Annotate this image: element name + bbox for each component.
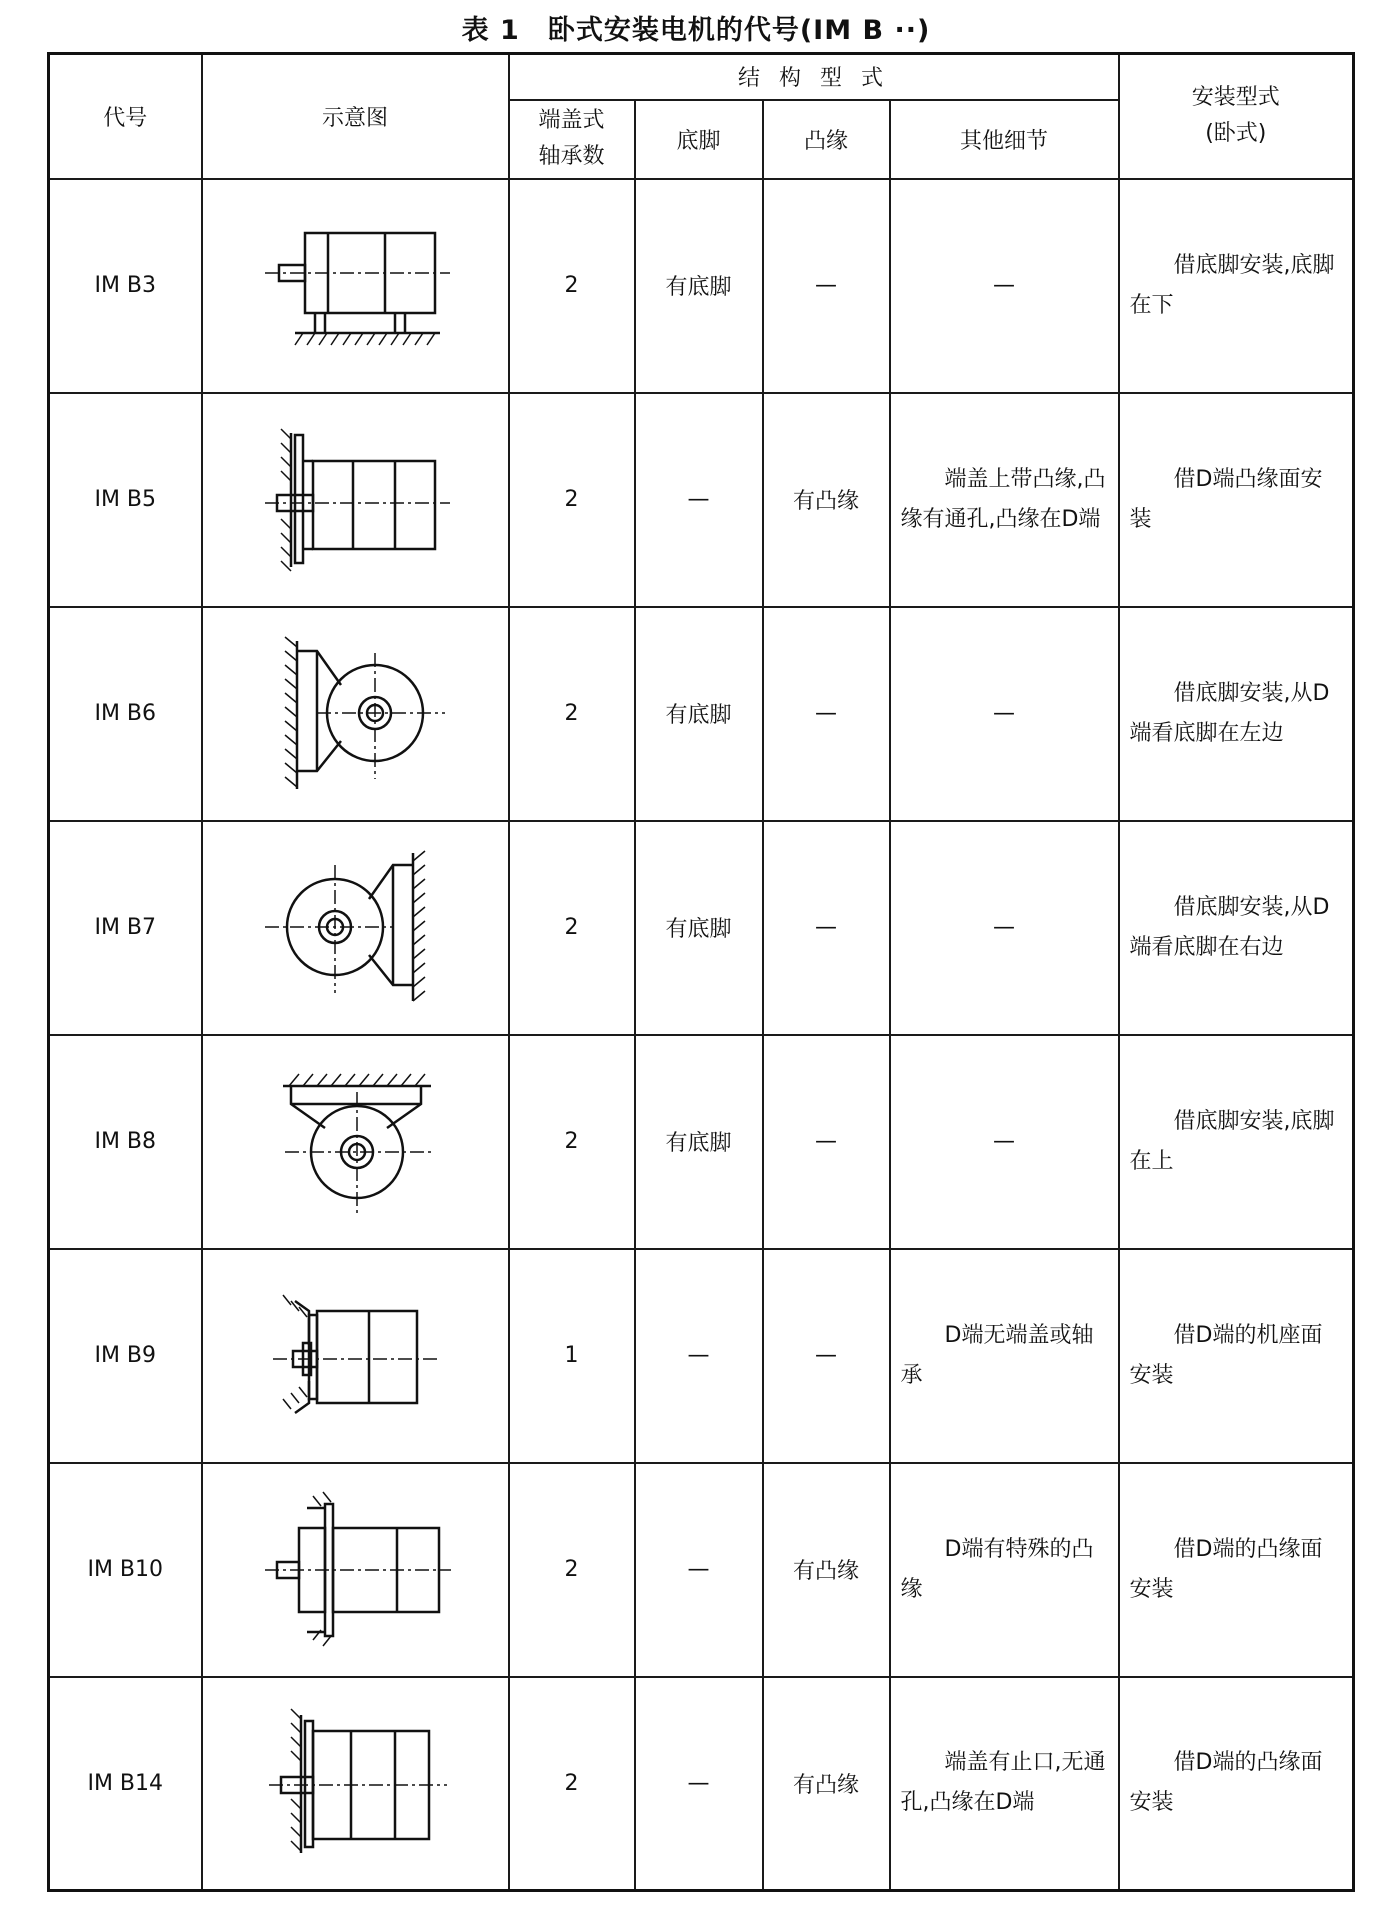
row-mounting: 借D端的凸缘面安装 (1119, 1677, 1354, 1891)
row-bearings: 2 (509, 1035, 635, 1249)
header-structure: 结 构 型 式 (509, 54, 1119, 100)
special-flange-icon (255, 1490, 455, 1650)
table-row (49, 1677, 1354, 1891)
row-code: IM B6 (49, 607, 202, 821)
table-row (49, 179, 1354, 393)
row-other: — (890, 821, 1119, 1035)
row-code: IM B5 (49, 393, 202, 607)
row-code: IM B8 (49, 1035, 202, 1249)
table-title: 表 1 卧式安装电机的代号(IM B ··) (461, 15, 931, 46)
row-bearings: 1 (509, 1249, 635, 1463)
row-bearings: 2 (509, 821, 635, 1035)
row-foot: — (635, 393, 763, 607)
row-diagram (202, 1249, 509, 1463)
header-diagram: 示意图 (202, 54, 509, 179)
row-bearings: 2 (509, 179, 635, 393)
frame-face-icon (255, 1281, 455, 1431)
row-mounting: 借D端的机座面安装 (1119, 1249, 1354, 1463)
table-row (49, 607, 1354, 821)
row-other: D端有特殊的凸缘 (890, 1463, 1119, 1677)
table-row (49, 393, 1354, 607)
row-foot: — (635, 1677, 763, 1891)
row-other: — (890, 179, 1119, 393)
foot-above-icon (255, 1062, 455, 1222)
header-flange: 凸缘 (763, 100, 890, 179)
foot-right-icon (255, 843, 455, 1013)
row-diagram (202, 393, 509, 607)
mounting-code-table (47, 52, 1355, 1892)
row-code: IM B9 (49, 1249, 202, 1463)
header-mounting-line1: 安装型式 (1191, 85, 1280, 111)
row-foot: — (635, 1463, 763, 1677)
row-flange: — (763, 607, 890, 821)
row-bearings: 2 (509, 393, 635, 607)
row-foot: 有底脚 (635, 607, 763, 821)
row-other: D端无端盖或轴承 (890, 1249, 1119, 1463)
row-other: — (890, 1035, 1119, 1249)
row-code: IM B10 (49, 1463, 202, 1677)
row-mounting: 借底脚安装,底脚在下 (1119, 179, 1354, 393)
row-bearings: 2 (509, 1677, 635, 1891)
spigot-flange-icon (255, 1703, 455, 1863)
header-bearings-line1: 端盖式 (538, 108, 605, 133)
row-flange: 有凸缘 (763, 393, 890, 607)
header-other: 其他细节 (890, 100, 1119, 179)
row-bearings: 2 (509, 607, 635, 821)
header-foot: 底脚 (635, 100, 763, 179)
foot-below-icon (255, 211, 455, 361)
row-mounting: 借D端凸缘面安装 (1119, 393, 1354, 607)
row-diagram (202, 821, 509, 1035)
row-other: 端盖有止口,无通孔,凸缘在D端 (890, 1677, 1119, 1891)
row-flange: — (763, 179, 890, 393)
row-diagram (202, 179, 509, 393)
row-mounting: 借D端的凸缘面安装 (1119, 1463, 1354, 1677)
row-diagram (202, 1677, 509, 1891)
flange-d-end-icon (255, 425, 455, 575)
row-flange: — (763, 1249, 890, 1463)
table-row (49, 1249, 1354, 1463)
header-mounting (1119, 54, 1354, 179)
row-mounting: 借底脚安装,从D端看底脚在左边 (1119, 607, 1354, 821)
table-row (49, 821, 1354, 1035)
row-mounting: 借底脚安装,底脚在上 (1119, 1035, 1354, 1249)
table-row (49, 1035, 1354, 1249)
row-flange: 有凸缘 (763, 1463, 890, 1677)
header-bearings-line2: 轴承数 (538, 144, 605, 169)
row-foot: 有底脚 (635, 179, 763, 393)
header-bearings (509, 100, 635, 179)
row-diagram (202, 1463, 509, 1677)
row-other: 端盖上带凸缘,凸缘有通孔,凸缘在D端 (890, 393, 1119, 607)
row-flange: — (763, 821, 890, 1035)
row-code: IM B14 (49, 1677, 202, 1891)
header-code: 代号 (49, 54, 202, 179)
header-mounting-line2: (卧式) (1205, 121, 1267, 147)
table-row (49, 1463, 1354, 1677)
row-bearings: 2 (509, 1463, 635, 1677)
row-diagram (202, 607, 509, 821)
row-foot: 有底脚 (635, 821, 763, 1035)
row-foot: 有底脚 (635, 1035, 763, 1249)
row-code: IM B7 (49, 821, 202, 1035)
row-other: — (890, 607, 1119, 821)
row-foot: — (635, 1249, 763, 1463)
foot-left-icon (255, 629, 455, 799)
row-mounting: 借底脚安装,从D端看底脚在右边 (1119, 821, 1354, 1035)
row-code: IM B3 (49, 179, 202, 393)
row-flange: 有凸缘 (763, 1677, 890, 1891)
row-diagram (202, 1035, 509, 1249)
row-flange: — (763, 1035, 890, 1249)
